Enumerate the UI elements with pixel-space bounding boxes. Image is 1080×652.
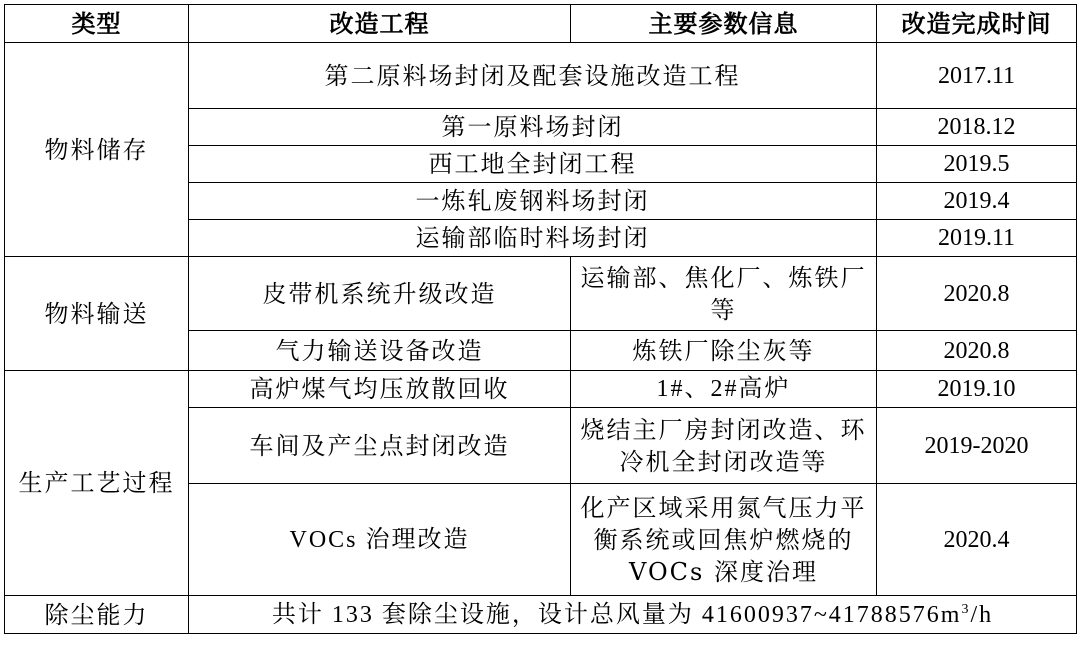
date-cell: 2019.4 — [877, 183, 1077, 220]
header-params: 主要参数信息 — [571, 5, 877, 43]
group-transport: 物料输送 — [5, 257, 189, 371]
project-cell: VOCs 治理改造 — [189, 484, 571, 596]
date-cell: 2020.4 — [877, 484, 1077, 596]
header-date: 改造完成时间 — [877, 5, 1077, 43]
params-cell: 炼铁厂除尘灰等 — [571, 331, 877, 371]
renovation-table — [4, 4, 1077, 634]
date-cell: 2019.11 — [877, 220, 1077, 257]
project-cell: 一炼轧废钢料场封闭 — [189, 183, 877, 220]
dust-summary-cell — [189, 596, 1077, 634]
table-header-row — [5, 5, 1077, 43]
group-storage: 物料储存 — [5, 43, 189, 257]
dust-summary-unit: /h — [970, 601, 994, 628]
project-cell: 西工地全封闭工程 — [189, 146, 877, 183]
dust-summary-exponent: 3 — [961, 601, 971, 617]
project-cell: 第二原料场封闭及配套设施改造工程 — [189, 43, 877, 109]
group-process: 生产工艺过程 — [5, 371, 189, 596]
header-type: 类型 — [5, 5, 189, 43]
group-dust: 除尘能力 — [5, 596, 189, 634]
date-cell: 2017.11 — [877, 43, 1077, 109]
date-cell: 2019.10 — [877, 371, 1077, 408]
params-cell: 运输部、焦化厂、炼铁厂等 — [571, 257, 877, 331]
project-cell: 高炉煤气均压放散回收 — [189, 371, 571, 408]
params-cell: 烧结主厂房封闭改造、环冷机全封闭改造等 — [571, 408, 877, 484]
date-cell: 2019.5 — [877, 146, 1077, 183]
project-cell: 气力输送设备改造 — [189, 331, 571, 371]
project-cell: 车间及产尘点封闭改造 — [189, 408, 571, 484]
project-cell: 运输部临时料场封闭 — [189, 220, 877, 257]
date-cell: 2020.8 — [877, 257, 1077, 331]
dust-summary-text: 共计 133 套除尘设施，设计总风量为 41600937~41788576m — [271, 601, 962, 628]
params-cell: 1#、2#高炉 — [571, 371, 877, 408]
table-row — [5, 43, 1077, 109]
table-row — [5, 257, 1077, 331]
table-row — [5, 371, 1077, 408]
project-cell: 第一原料场封闭 — [189, 109, 877, 146]
header-project: 改造工程 — [189, 5, 571, 43]
date-cell: 2018.12 — [877, 109, 1077, 146]
project-cell: 皮带机系统升级改造 — [189, 257, 571, 331]
params-cell: 化产区域采用氮气压力平衡系统或回焦炉燃烧的 VOCs 深度治理 — [571, 484, 877, 596]
date-cell: 2019-2020 — [877, 408, 1077, 484]
date-cell: 2020.8 — [877, 331, 1077, 371]
table-row — [5, 596, 1077, 634]
